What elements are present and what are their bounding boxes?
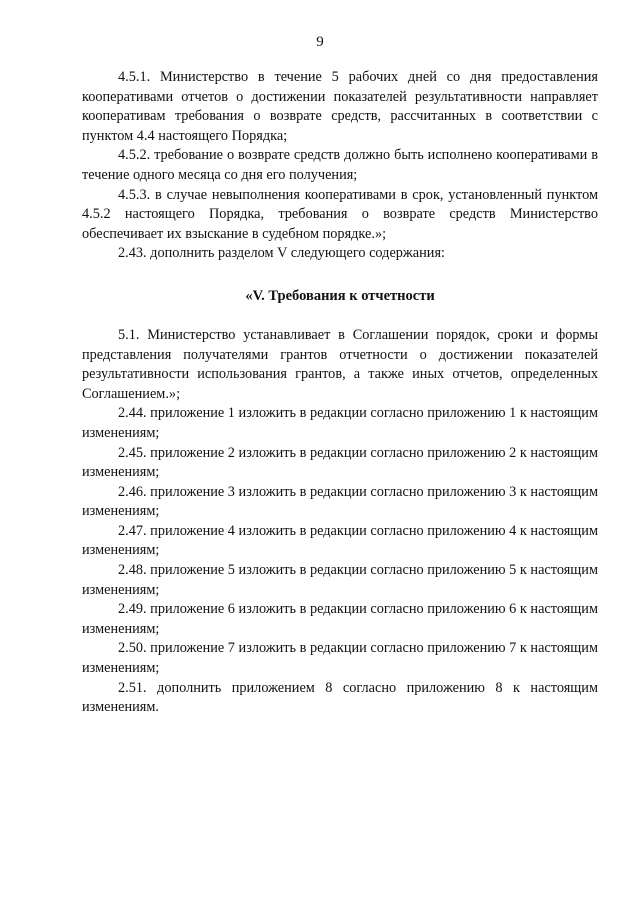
paragraph-2-45: 2.45. приложение 2 изложить в редакции согласно приложению 2 к настоящим изменениям; — [82, 444, 598, 481]
paragraph-2-51: 2.51. дополнить приложением 8 согласно приложению 8 к настоящим изменениям. — [82, 679, 598, 716]
paragraph-2-44: 2.44. приложение 1 изложить в редакции согласно приложению 1 к настоящим изменениям; — [82, 405, 598, 441]
paragraph-2-48: 2.48. приложение 5 изложить в редакции согласно приложению 5 к настоящим изменениям; — [82, 562, 598, 598]
paragraph-4-5-3: 4.5.3. в случае невыполнения кооперативами в срок, установленный пунктом 4.5.2 настоящего Порядка, требования о возврате средств Министерство обеспечивает их взыскание в судебном порядке.»; — [82, 186, 598, 242]
section-heading: «V. Требования к отчетности — [245, 287, 435, 304]
paragraph-2-49: 2.49. приложение 6 изложить в редакции согласно приложению 6 к настоящим изменениям; — [82, 601, 598, 637]
paragraph-2-43: 2.43. дополнить разделом V следующего содержания: — [118, 245, 446, 262]
paragraph-2-50: 2.50. приложение 7 изложить в редакции согласно приложению 7 к настоящим изменениям; — [82, 640, 598, 677]
page-number: 9 — [316, 34, 324, 50]
paragraph-4-5-1: 4.5.1. Министерство в течение 5 рабочих дней со дня предоставления кооперативами отчетов о достижении показателей результативности направляет кооперативам требования о возврате средств, рассчитанных в соответствии с пунктом 4.4 настоящего Порядка; — [82, 69, 598, 144]
document-body — [82, 68, 598, 718]
paragraph-2-47: 2.47. приложение 4 изложить в редакции согласно приложению 4 к настоящим изменениям; — [82, 522, 598, 559]
paragraph-4-5-2: 4.5.2. требование о возврате средств должно быть исполнено кооперативами в течение одного месяца со дня его получения; — [82, 147, 598, 183]
paragraph-2-46: 2.46. приложение 3 изложить в редакции согласно приложению 3 к настоящим изменениям; — [82, 483, 598, 520]
paragraph-5-1: 5.1. Министерство устанавливает в Соглашении порядок, сроки и формы представления получателями грантов отчетности о достижении показателей результативности использования грантов, а также иных отчетов, определенных Соглашением.»; — [82, 326, 598, 402]
